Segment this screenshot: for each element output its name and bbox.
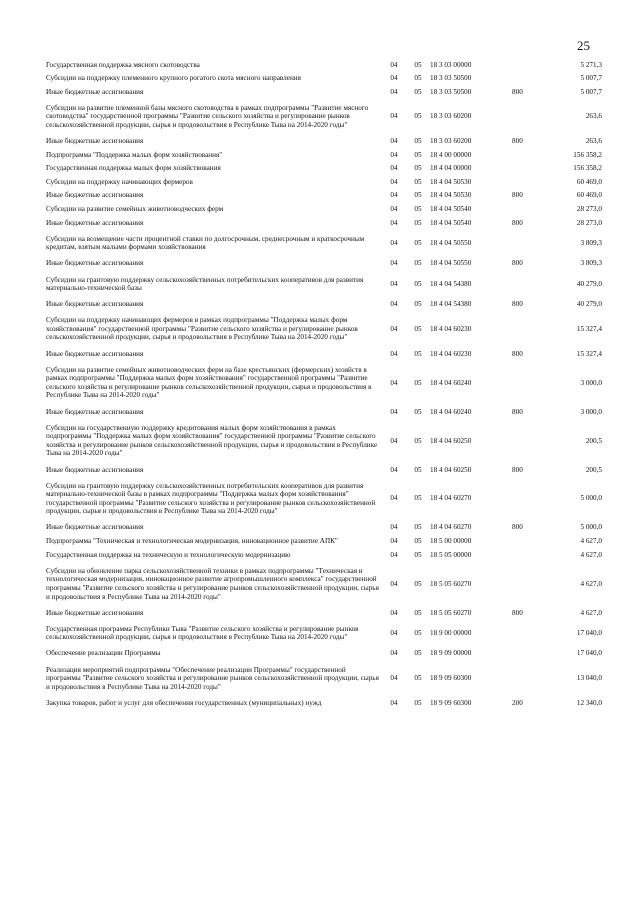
row-name: Субсидии на государственную поддержку кредитования малых форм хозяйствования в рамках подпрограммы "Поддержка малых форм хозяйствования" государственной программы "Развитие сельского хозяйства и регулирование рынков сельскохозяйственной продукции, сырья и продовольствия в Республике Тыва на 2014-2020 годы"	[46, 423, 378, 458]
row-name: Субсидии на обновление парка сельскохозяйственной техники в рамках подпрограммы "Техническая и технологическая модернизация, инновационное развитие агропромышленного комплекса" государственной программы "Развитие сельского хозяйства и регулирование рынков сельскохозяйственной продукции, сырья и продовольствия в Республике Тыва на 2014-2020 годы"	[46, 566, 379, 601]
row-target-article-code: 18 3 03 60200	[430, 137, 472, 146]
row-target-article-code: 18 4 04 60270	[430, 494, 472, 503]
table-row	[46, 548, 602, 562]
table-row	[46, 135, 602, 149]
row-amount: 40 279,0	[576, 300, 602, 309]
row-section-code: 04	[390, 698, 398, 707]
row-subsection-code: 05	[414, 279, 422, 288]
row-subsection-code: 05	[414, 629, 422, 638]
table-row	[46, 347, 602, 361]
row-section-code: 04	[390, 349, 398, 358]
row-target-article-code: 18 4 04 60230	[430, 324, 472, 333]
row-expense-type-code	[512, 271, 542, 298]
row-section-code: 04	[390, 137, 398, 146]
row-section-code: 04	[390, 537, 398, 546]
row-section-code: 04	[390, 164, 398, 173]
row-section-code: 04	[390, 87, 398, 96]
row-amount: 17 040,0	[576, 629, 602, 638]
row-target-article-code: 18 4 04 60250	[430, 436, 472, 445]
table-row	[46, 148, 602, 162]
row-section-code: 04	[390, 436, 398, 445]
row-target-article-code: 18 5 05 60270	[430, 579, 472, 588]
row-subsection-code: 05	[414, 112, 422, 121]
row-target-article-code: 18 4 04 60270	[430, 523, 472, 532]
table-row	[46, 85, 602, 99]
row-name: Иные бюджетные ассигнования	[46, 191, 144, 200]
row-name: Субсидии на поддержку начинающих фермеров	[46, 177, 193, 186]
row-amount: 200,5	[585, 465, 602, 474]
row-amount: 263,6	[585, 112, 602, 121]
row-section-code: 04	[390, 205, 398, 214]
row-expense-type-code: 800	[512, 87, 523, 96]
row-section-code: 04	[390, 218, 398, 227]
row-name: Государственная программа Республики Тыва "Развитие сельского хозяйства и регулирование рынков сельскохозяйственной продукции, сырья и продовольствия в Республике Тыва на 2014-2020 годы"	[46, 624, 359, 642]
row-name: Субсидии на развитие семейных животноводческих ферм	[46, 205, 224, 214]
row-name: Иные бюджетные ассигнования	[46, 137, 144, 146]
row-subsection-code: 05	[414, 494, 422, 503]
row-amount: 5 000,0	[580, 494, 602, 503]
row-target-article-code: 18 4 04 50540	[430, 218, 472, 227]
row-expense-type-code	[512, 99, 542, 135]
row-subsection-code: 05	[414, 177, 422, 186]
row-expense-type-code	[512, 203, 542, 217]
table-row	[46, 203, 602, 217]
table-row	[46, 361, 602, 405]
row-expense-type-code	[512, 647, 542, 661]
table-row	[46, 661, 602, 697]
row-subsection-code: 05	[414, 378, 422, 387]
row-name: Субсидии на поддержку племенного крупного рогатого скота мясного направления	[46, 74, 301, 83]
table-row	[46, 216, 602, 230]
row-name: Субсидии на развитие племенной базы мясного скотоводства в рамках подпрограммы "Развитие мясного скотоводства" государственной программы "Развитие сельского хозяйства и регулирование рынков сельскохозяйственной продукции, сырья и продовольствия в Республике Тыва на 2014-2020 годы"	[46, 103, 369, 129]
row-target-article-code: 18 5 05 00000	[430, 550, 472, 559]
row-target-article-code: 18 3 03 50500	[430, 87, 472, 96]
row-amount: 5 007,7	[580, 74, 602, 83]
row-subsection-code: 05	[414, 537, 422, 546]
row-amount: 156 358,2	[573, 150, 602, 159]
row-expense-type-code	[512, 230, 542, 257]
row-section-code: 04	[390, 649, 398, 658]
row-expense-type-code: 800	[512, 137, 523, 146]
budget-table-body	[46, 58, 602, 710]
row-name: Иные бюджетные ассигнования	[46, 407, 144, 416]
table-row	[46, 606, 602, 620]
row-expense-type-code	[512, 361, 542, 405]
row-amount: 156 358,2	[573, 164, 602, 173]
row-target-article-code: 18 5 05 60270	[430, 608, 472, 617]
row-name: Иные бюджетные ассигнования	[46, 523, 144, 532]
row-target-article-code: 18 9 09 60300	[430, 674, 472, 683]
row-subsection-code: 05	[414, 218, 422, 227]
row-section-code: 04	[390, 60, 398, 69]
table-row	[46, 72, 602, 86]
row-section-code: 04	[390, 494, 398, 503]
row-name: Государственная поддержка на техническую и технологическую модернизацию	[46, 550, 291, 559]
row-subsection-code: 05	[414, 649, 422, 658]
row-amount: 3 000,0	[580, 407, 602, 416]
row-target-article-code: 18 4 04 54380	[430, 279, 472, 288]
row-section-code: 04	[390, 629, 398, 638]
row-name: Иные бюджетные ассигнования	[46, 87, 144, 96]
row-expense-type-code	[512, 72, 542, 86]
row-amount: 15 327,4	[576, 349, 602, 358]
row-expense-type-code	[512, 162, 542, 176]
row-section-code: 04	[390, 465, 398, 474]
row-section-code: 04	[390, 608, 398, 617]
row-subsection-code: 05	[414, 465, 422, 474]
row-target-article-code: 18 4 00 00000	[430, 150, 472, 159]
table-row	[46, 298, 602, 312]
row-section-code: 04	[390, 177, 398, 186]
row-target-article-code: 18 4 04 00000	[430, 164, 472, 173]
row-amount: 4 627,0	[580, 537, 602, 546]
row-section-code: 04	[390, 550, 398, 559]
row-subsection-code: 05	[414, 300, 422, 309]
row-name: Закупка товаров, работ и услуг для обеспечения государственных (муниципальных) нужд	[46, 698, 322, 707]
row-name: Иные бюджетные ассигнования	[46, 608, 144, 617]
row-expense-type-code	[512, 661, 542, 697]
row-expense-type-code	[512, 148, 542, 162]
row-subsection-code: 05	[414, 150, 422, 159]
row-amount: 200,5	[585, 436, 602, 445]
row-name: Реализация мероприятий подпрограммы "Обеспечение реализации Программы" государственной программы "Развитие сельского хозяйства и регулирование рынков сельскохозяйственной продукции, сырья и продовольствия в Республике Тыва на 2014-2020 годы"	[46, 665, 379, 691]
row-target-article-code: 18 9 09 60300	[430, 698, 472, 707]
row-amount: 60 469,0	[576, 177, 602, 186]
row-subsection-code: 05	[414, 674, 422, 683]
table-row	[46, 58, 602, 72]
row-name: Субсидии на грантовую поддержку сельскохозяйственных потребительских кооперативов для развития материально-технической базы	[46, 275, 364, 293]
row-amount: 15 327,4	[576, 324, 602, 333]
row-section-code: 04	[390, 579, 398, 588]
row-subsection-code: 05	[414, 74, 422, 83]
row-target-article-code: 18 4 04 60240	[430, 407, 472, 416]
row-target-article-code: 18 3 03 60200	[430, 112, 472, 121]
row-name: Иные бюджетные ассигнования	[46, 300, 144, 309]
row-subsection-code: 05	[414, 60, 422, 69]
row-amount: 28 273,0	[576, 218, 602, 227]
row-expense-type-code: 800	[512, 465, 523, 474]
row-subsection-code: 05	[414, 164, 422, 173]
row-expense-type-code	[512, 477, 542, 521]
row-name: Государственная поддержка мясного скотоводства	[46, 60, 200, 69]
row-name: Иные бюджетные ассигнования	[46, 349, 144, 358]
row-subsection-code: 05	[414, 579, 422, 588]
row-amount: 4 627,0	[580, 608, 602, 617]
row-name: Субсидии на поддержку начинающих фермеров в рамках подпрограммы "Поддержка малых форм хозяйствования" государственной программы "Развитие сельского хозяйства и регулирование рынков сельскохозяйственной продукции, сырья и продовольствия в Республике Тыва на 2014-2020 годы"	[46, 316, 358, 342]
row-expense-type-code	[512, 419, 542, 463]
row-target-article-code: 18 4 04 50530	[430, 191, 472, 200]
row-expense-type-code	[512, 535, 542, 549]
row-subsection-code: 05	[414, 698, 422, 707]
row-target-article-code: 18 9 00 00000	[430, 629, 472, 638]
table-row	[46, 230, 602, 257]
row-target-article-code: 18 4 04 60230	[430, 349, 472, 358]
table-row	[46, 175, 602, 189]
row-name: Подпрограмма "Поддержка малых форм хозяйствования"	[46, 150, 223, 159]
row-expense-type-code: 800	[512, 191, 523, 200]
row-subsection-code: 05	[414, 239, 422, 248]
row-subsection-code: 05	[414, 259, 422, 268]
table-row	[46, 620, 602, 647]
row-target-article-code: 18 4 04 54380	[430, 300, 472, 309]
row-amount: 13 040,0	[576, 674, 602, 683]
row-subsection-code: 05	[414, 523, 422, 532]
row-target-article-code: 18 3 03 00000	[430, 60, 472, 69]
row-amount: 263,6	[585, 137, 602, 146]
row-section-code: 04	[390, 523, 398, 532]
row-target-article-code: 18 4 04 60250	[430, 465, 472, 474]
table-row	[46, 647, 602, 661]
row-name: Государственная поддержка малых форм хозяйствования	[46, 164, 221, 173]
row-amount: 12 340,0	[576, 698, 602, 707]
row-expense-type-code: 800	[512, 349, 523, 358]
row-expense-type-code: 200	[512, 698, 523, 707]
table-row	[46, 162, 602, 176]
table-row	[46, 257, 602, 271]
row-expense-type-code	[512, 548, 542, 562]
row-amount: 17 040,0	[576, 649, 602, 658]
row-target-article-code: 18 9 09 00000	[430, 649, 472, 658]
table-row	[46, 405, 602, 419]
row-section-code: 04	[390, 407, 398, 416]
table-row	[46, 419, 602, 463]
table-row	[46, 463, 602, 477]
row-name: Иные бюджетные ассигнования	[46, 218, 144, 227]
row-subsection-code: 05	[414, 349, 422, 358]
row-section-code: 04	[390, 324, 398, 333]
table-row	[46, 271, 602, 298]
row-expense-type-code: 800	[512, 259, 523, 268]
row-expense-type-code	[512, 562, 542, 606]
row-target-article-code: 18 3 03 50500	[430, 74, 472, 83]
row-target-article-code: 18 4 04 50550	[430, 259, 472, 268]
row-expense-type-code	[512, 620, 542, 647]
row-section-code: 04	[390, 74, 398, 83]
row-expense-type-code: 800	[512, 523, 523, 532]
table-row	[46, 696, 602, 710]
row-section-code: 04	[390, 674, 398, 683]
row-target-article-code: 18 4 04 60240	[430, 378, 472, 387]
row-expense-type-code: 800	[512, 300, 523, 309]
row-section-code: 04	[390, 259, 398, 268]
row-expense-type-code	[512, 58, 542, 72]
row-amount: 28 273,0	[576, 205, 602, 214]
budget-table	[46, 58, 602, 710]
row-amount: 4 627,0	[580, 579, 602, 588]
table-row	[46, 535, 602, 549]
row-section-code: 04	[390, 150, 398, 159]
row-target-article-code: 18 4 04 50540	[430, 205, 472, 214]
row-amount: 60 469,0	[576, 191, 602, 200]
row-subsection-code: 05	[414, 608, 422, 617]
row-amount: 5 271,3	[580, 60, 602, 69]
row-expense-type-code: 800	[512, 218, 523, 227]
row-amount: 3 809,3	[580, 239, 602, 248]
row-subsection-code: 05	[414, 550, 422, 559]
table-row	[46, 189, 602, 203]
row-subsection-code: 05	[414, 137, 422, 146]
row-amount: 3 000,0	[580, 378, 602, 387]
row-amount: 4 627,0	[580, 550, 602, 559]
row-amount: 5 000,0	[580, 523, 602, 532]
row-subsection-code: 05	[414, 87, 422, 96]
row-expense-type-code: 800	[512, 608, 523, 617]
row-section-code: 04	[390, 279, 398, 288]
row-target-article-code: 18 4 04 50550	[430, 239, 472, 248]
row-subsection-code: 05	[414, 324, 422, 333]
row-amount: 5 007,7	[580, 87, 602, 96]
row-target-article-code: 18 4 04 50530	[430, 177, 472, 186]
row-section-code: 04	[390, 191, 398, 200]
row-name: Субсидии на возмещение части процентной ставки по долгосрочным, среднесрочным и краткосрочным кредитам, взятым малыми формами хозяйствования	[46, 234, 365, 252]
row-name: Иные бюджетные ассигнования	[46, 465, 144, 474]
row-section-code: 04	[390, 239, 398, 248]
table-row	[46, 99, 602, 135]
row-subsection-code: 05	[414, 407, 422, 416]
row-name: Обеспечение реализации Программы	[46, 649, 161, 658]
row-name: Субсидии на развитие семейных животноводческих ферм на базе крестьянских (фермерских) хозяйств в рамках подпрограммы "Поддержка малых форм хозяйствования" государственной программы "Развитие сельского хозяйства и регулирование рынков сельскохозяйственной продукции, сырья и продовольствия в Республике Тыва на 2014-2020 годы"	[46, 365, 372, 400]
row-amount: 3 809,3	[580, 259, 602, 268]
row-name: Субсидии на грантовую поддержку сельскохозяйственных потребительских кооперативов для развития материально-технической базы в рамках подпрограммы "Поддержка малых форм хозяйствования" государственной программы "Развитие сельского хозяйства и регулирование рынков сельскохозяйственной продукции, сырья и продовольствия в Республике Тыва на 2014-2020 годы"	[46, 481, 376, 516]
row-section-code: 04	[390, 112, 398, 121]
row-name: Иные бюджетные ассигнования	[46, 259, 144, 268]
row-amount: 40 279,0	[576, 279, 602, 288]
table-row	[46, 477, 602, 521]
table-row	[46, 562, 602, 606]
row-expense-type-code: 800	[512, 407, 523, 416]
row-subsection-code: 05	[414, 436, 422, 445]
row-subsection-code: 05	[414, 191, 422, 200]
row-expense-type-code	[512, 311, 542, 347]
row-subsection-code: 05	[414, 205, 422, 214]
row-section-code: 04	[390, 378, 398, 387]
table-row	[46, 311, 602, 347]
page-number: 25	[577, 38, 590, 53]
row-section-code: 04	[390, 300, 398, 309]
row-name: Подпрограмма "Техническая и технологическая модернизация, инновационное развитие АПК"	[46, 537, 338, 546]
table-row	[46, 521, 602, 535]
row-expense-type-code	[512, 175, 542, 189]
row-target-article-code: 18 5 00 00000	[430, 537, 472, 546]
